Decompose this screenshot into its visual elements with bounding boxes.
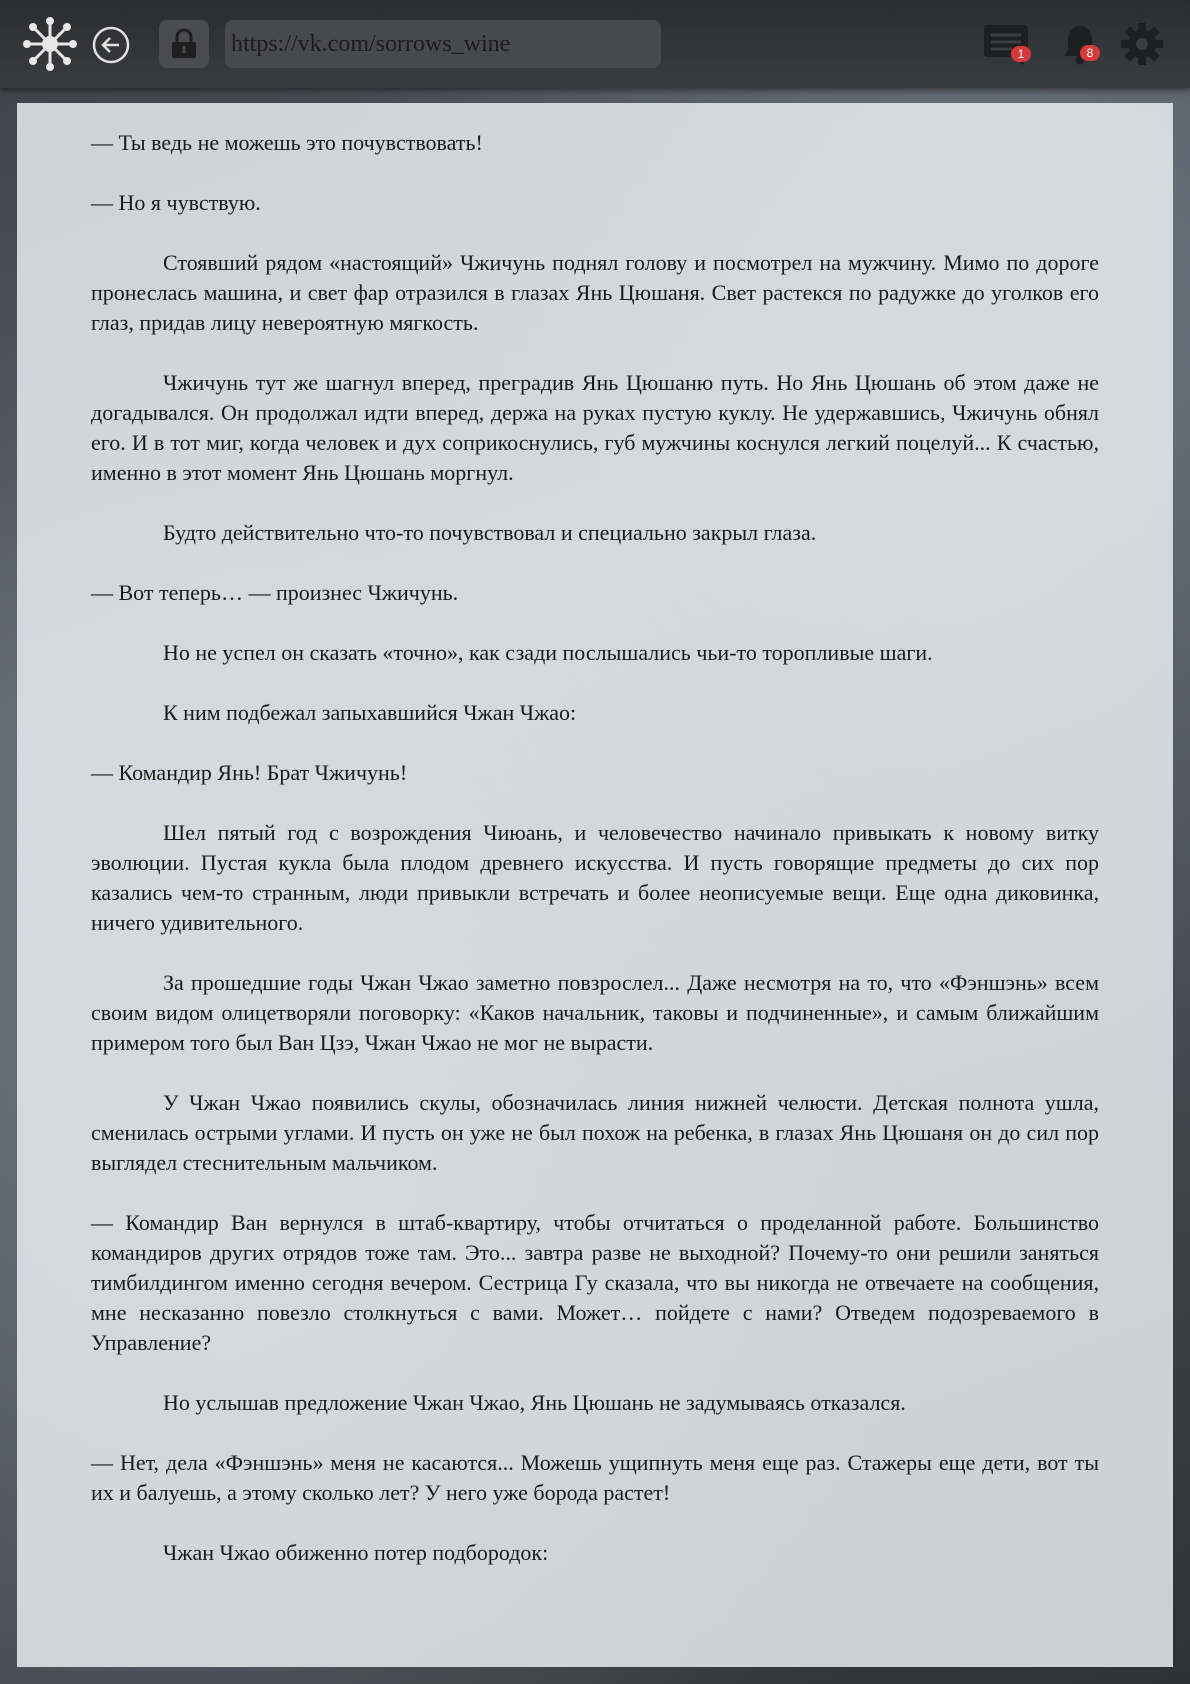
lock-icon: [169, 28, 199, 60]
lock-button[interactable]: [159, 20, 209, 68]
dialogue-paragraph: — Командир Ван вернулся в штаб-квартиру, чтобы отчитаться о проделанной работе. Большинство командиров других отрядов тоже там. Это... завтра разве не выходной? Почему-то они решили заняться тимбилдингом именно сегодня вечером. Сестрица Гу сказала, что вы никогда не отвечаете на сообщения, мне несказанно повезло столкнуться с вами. Может… пойдете с нами? Отведем подозреваемого в Управление?: [91, 1210, 1099, 1355]
url-text: https://vk.com/sorrows_wine: [231, 30, 511, 57]
text-paragraph: Но услышав предложение Чжан Чжао, Янь Цюшань не задумываясь отказался.: [163, 1390, 906, 1415]
gear-icon: [1120, 22, 1164, 66]
notifications-badge: 8: [1080, 45, 1100, 61]
text-paragraph: К ним подбежал запыхавшийся Чжан Чжао:: [163, 700, 577, 725]
messages-badge: 1: [1011, 46, 1031, 62]
dialogue-paragraph: — Вот теперь… — произнес Чжичунь.: [91, 580, 459, 605]
text-paragraph: За прошедшие годы Чжан Чжао заметно повзрослел... Даже несмотря на то, что «Фэншэнь» всем своим видом олицетворяли поговорку: «Каков начальник, таковы и подчиненные», и самым ближайшим примером того был Ван Цзэ, Чжан Чжао не мог не вырасти.: [91, 970, 1099, 1055]
text-paragraph: У Чжан Чжао появились скулы, обозначилась линия нижней челюсти. Детская полнота ушла, сменилась острыми углами. И пусть он уже не был похож на ребенка, в глазах Янь Цюшаня он до сил пор выглядел стеснительным мальчиком.: [91, 1090, 1099, 1175]
browser-toolbar: [0, 0, 1190, 88]
dialogue-paragraph: — Нет, дела «Фэншэнь» меня не касаются... Можешь ущипнуть меня еще раз. Стажеры еще дети, вот ты их и балуешь, а этому сколько лет? У него уже борода растет!: [91, 1450, 1099, 1505]
dialogue-paragraph: — Командир Янь! Брат Чжичунь!: [91, 760, 408, 785]
text-paragraph: Чжан Чжао обиженно потер подбородок:: [163, 1540, 549, 1565]
text-paragraph: Будто действительно что-то почувствовал и специально закрыл глаза.: [163, 520, 817, 545]
text-paragraph: Стоявший рядом «настоящий» Чжичунь поднял голову и посмотрел на мужчину. Мимо по дороге пронеслась машина, и свет фар отразился в глазах Янь Цюшаня. Свет растекся по радужке до уголков его глаз, придав лицу невероятную мягкость.: [91, 250, 1099, 335]
network-logo-icon[interactable]: [22, 16, 78, 72]
reading-panel: [17, 103, 1173, 1667]
text-paragraph: Шел пятый год с возрождения Чиюань, и человечество начинало привыкать к новому витку эволюции. Пустая кукла была плодом древнего искусства. И пусть говорящие предметы до сих пор казались чем-то странным, люди привыкли встречать и более неописуемые вещи. Еще одна диковинка, ничего удивительного.: [91, 820, 1099, 935]
settings-button[interactable]: [1118, 20, 1166, 68]
back-button[interactable]: [92, 26, 130, 64]
url-bar[interactable]: [225, 20, 661, 68]
notifications-button[interactable]: [1058, 20, 1102, 68]
back-arrow-icon: [92, 26, 130, 64]
text-paragraph: Чжичунь тут же шагнул вперед, преградив Янь Цюшаню путь. Но Янь Цюшань об этом даже не догадывался. Он продолжал идти вперед, держа на руках пустую куклу. Не удержавшись, Чжичунь обнял его. И в тот миг, когда человек и дух соприкоснулись, губ мужчины коснулся легкий поцелуй... К счастью, именно в этот момент Янь Цюшань моргнул.: [91, 370, 1099, 485]
dialogue-paragraph: — Ты ведь не можешь это почувствовать!: [91, 130, 483, 155]
dialogue-paragraph: — Но я чувствую.: [91, 190, 261, 215]
text-paragraph: Но не успел он сказать «точно», как сзади послышались чьи-то торопливые шаги.: [163, 640, 933, 665]
